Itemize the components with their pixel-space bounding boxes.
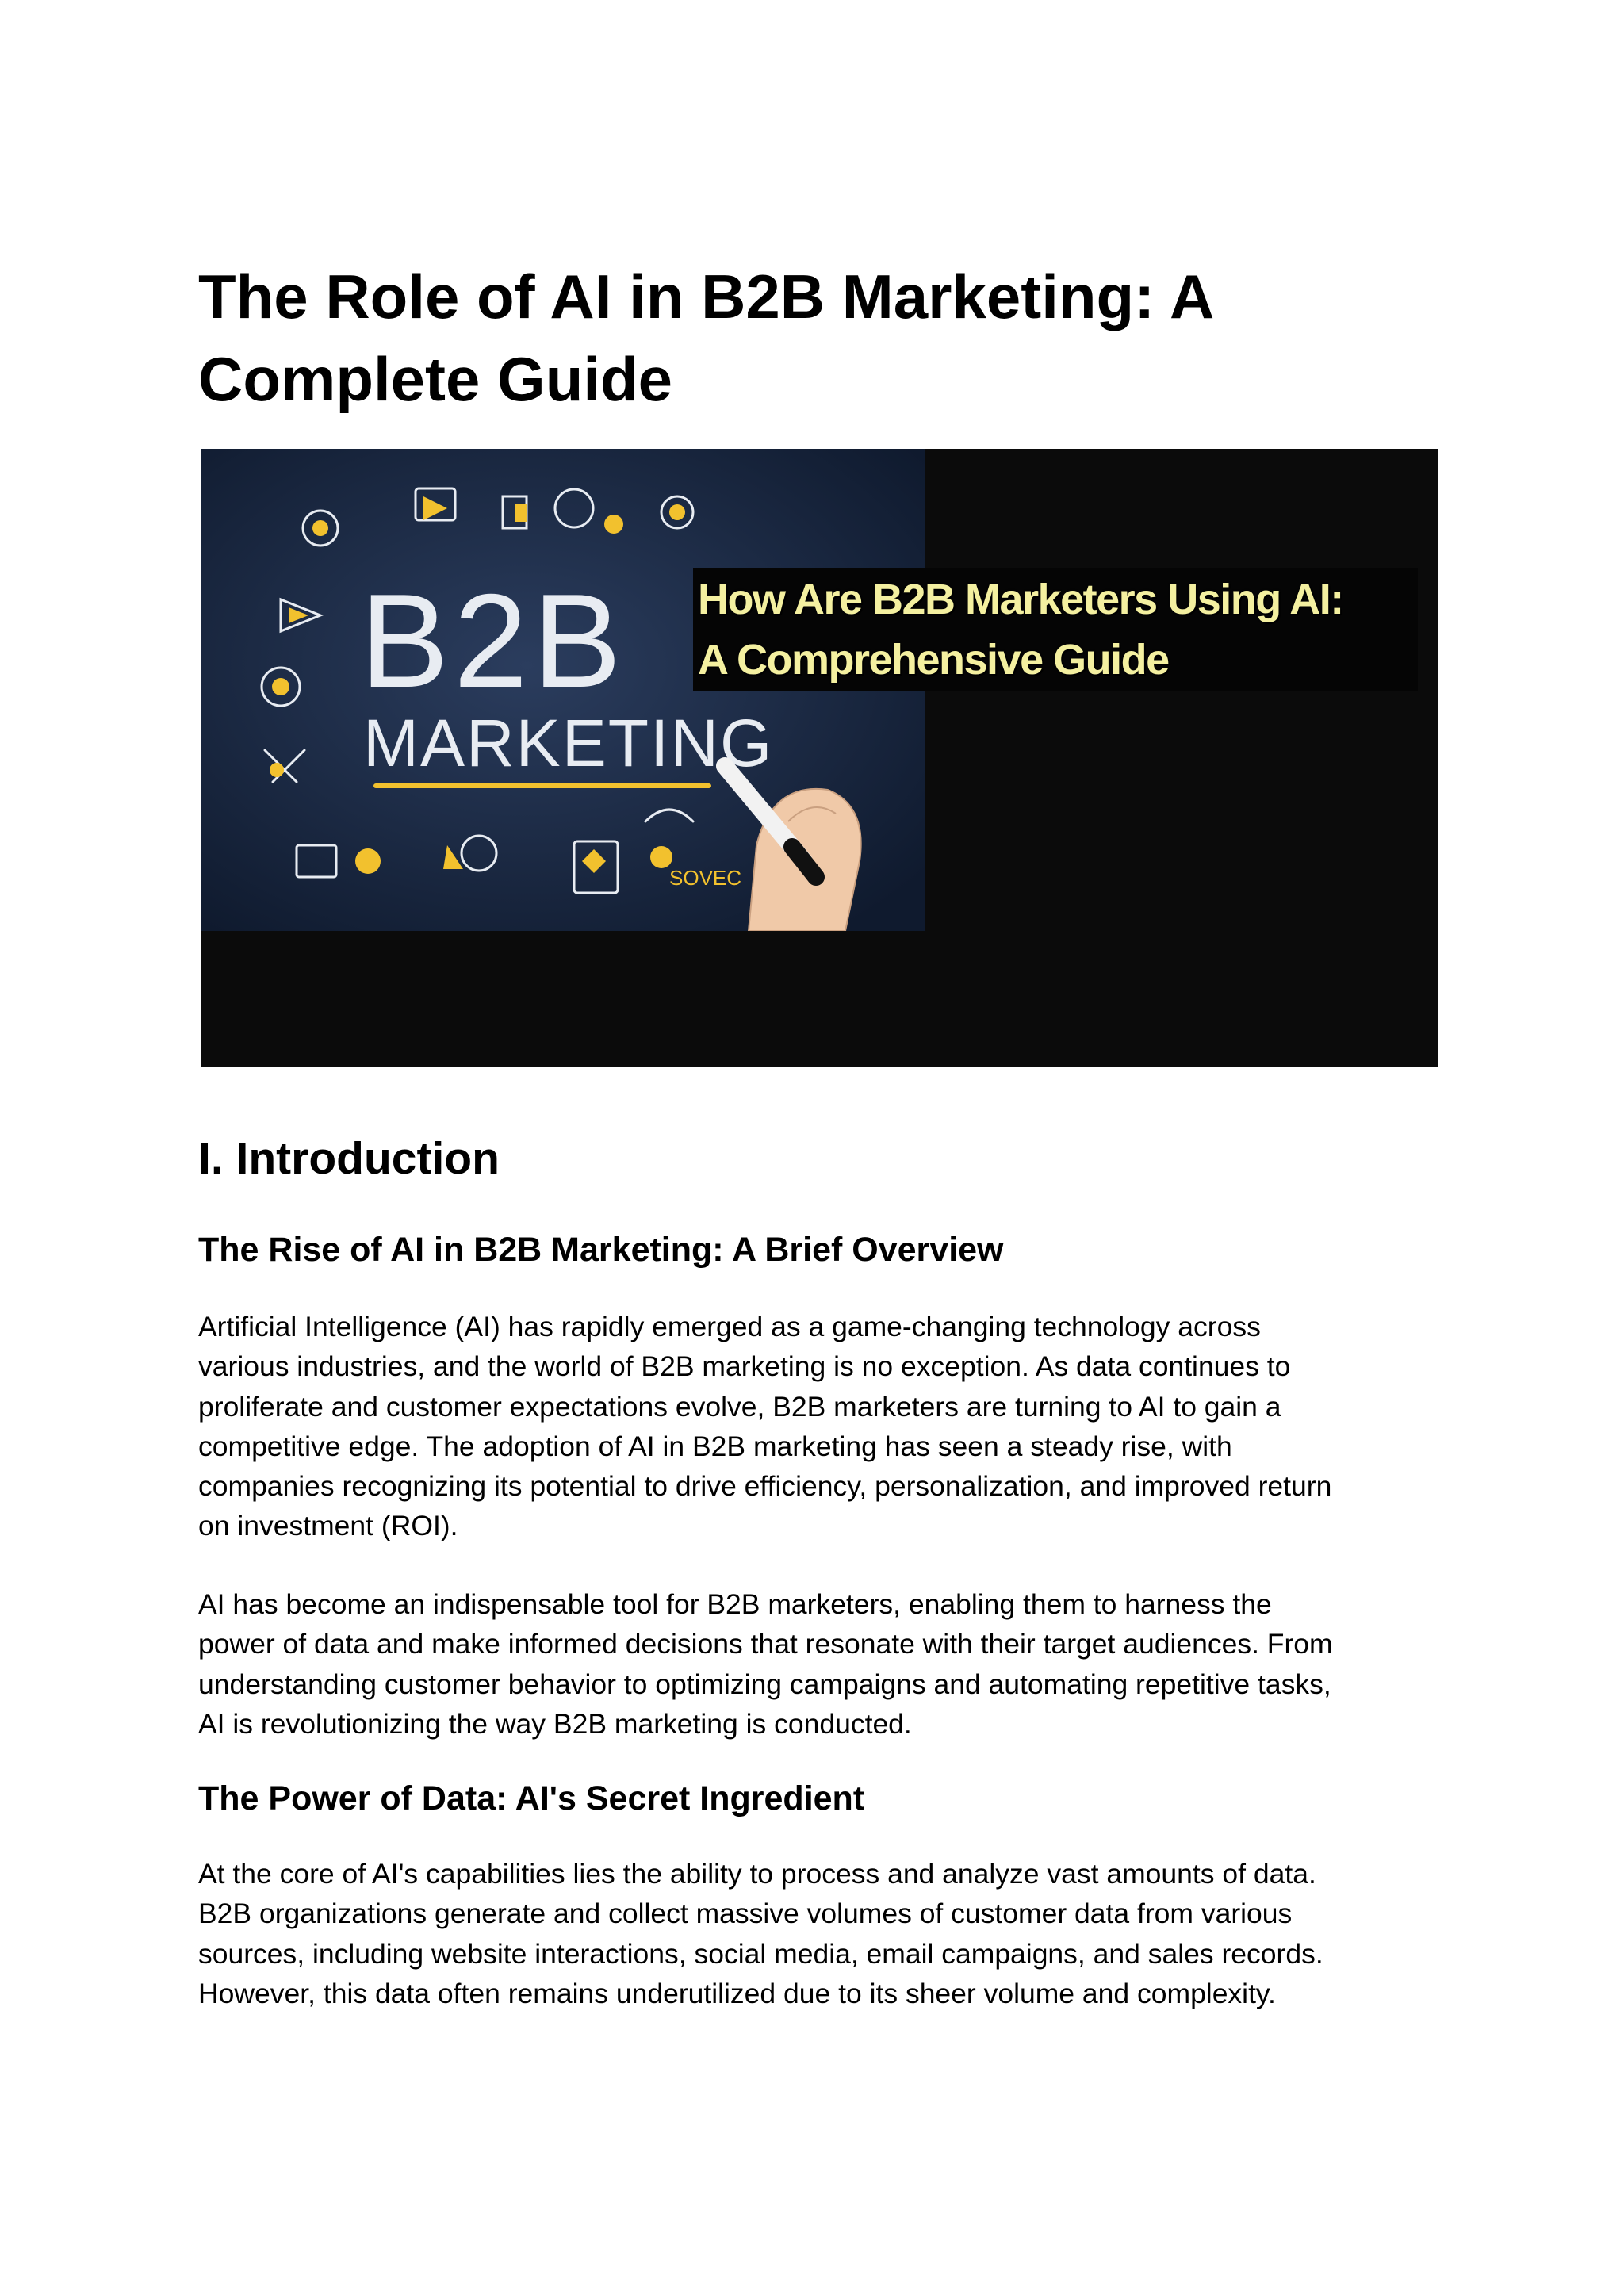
section-heading-introduction: I. Introduction xyxy=(198,1133,500,1184)
overlay-line: How Are B2B Marketers Using AI: xyxy=(698,576,1343,623)
overlay-line: A Comprehensive Guide xyxy=(698,636,1169,684)
hero-image xyxy=(201,449,1438,1067)
text-line: Artificial Intelligence (AI) has rapidly emerged as a game-changing technology across xyxy=(198,1311,1261,1342)
title-line: The Role of AI in B2B Marketing: A xyxy=(198,262,1215,331)
text-line: power of data and make informed decisions that resonate with their target audiences. From xyxy=(198,1628,1333,1660)
paragraph xyxy=(198,1854,1451,2013)
subheading-power-of-data: The Power of Data: AI's Secret Ingredient xyxy=(198,1779,865,1817)
title-line: Complete Guide xyxy=(198,344,673,414)
text-line: various industries, and the world of B2B marketing is no exception. As data continues to xyxy=(198,1350,1291,1383)
chalk-small-text: SOVEC xyxy=(669,866,742,890)
document-title xyxy=(198,255,1435,420)
text-line: B2B organizations generate and collect massive volumes of customer data from various xyxy=(198,1898,1293,1930)
text-line: competitive edge. The adoption of AI in B2B marketing has seen a steady rise, with xyxy=(198,1430,1232,1462)
hero-overlay-caption xyxy=(693,568,1418,691)
paragraph xyxy=(198,1307,1451,1546)
text-line: understanding customer behavior to optimizing campaigns and automating repetitive tasks, xyxy=(198,1668,1331,1700)
chalk-marketing-text: MARKETING xyxy=(363,706,774,780)
text-line: AI is revolutionizing the way B2B marketing is conducted. xyxy=(198,1707,912,1740)
text-line: proliferate and customer expectations evolve, B2B marketers are turning to AI to gain a xyxy=(198,1390,1281,1423)
text-line: AI has become an indispensable tool for B2B marketers, enabling them to harness the xyxy=(198,1588,1272,1620)
paragraph xyxy=(198,1584,1451,1744)
text-line: At the core of AI's capabilities lies the ability to process and analyze vast amounts of data. xyxy=(198,1858,1316,1890)
chalk-b2b-text: B2B xyxy=(360,566,626,715)
text-line: sources, including website interactions, social media, email campaigns, and sales records. xyxy=(198,1937,1323,1970)
text-line: companies recognizing its potential to drive efficiency, personalization, and improved return xyxy=(198,1470,1332,1503)
text-line: However, this data often remains underutilized due to its sheer volume and complexity. xyxy=(198,1977,1276,2009)
text-line: on investment (ROI). xyxy=(198,1510,458,1542)
subheading-rise-of-ai: The Rise of AI in B2B Marketing: A Brief Overview xyxy=(198,1231,1004,1269)
